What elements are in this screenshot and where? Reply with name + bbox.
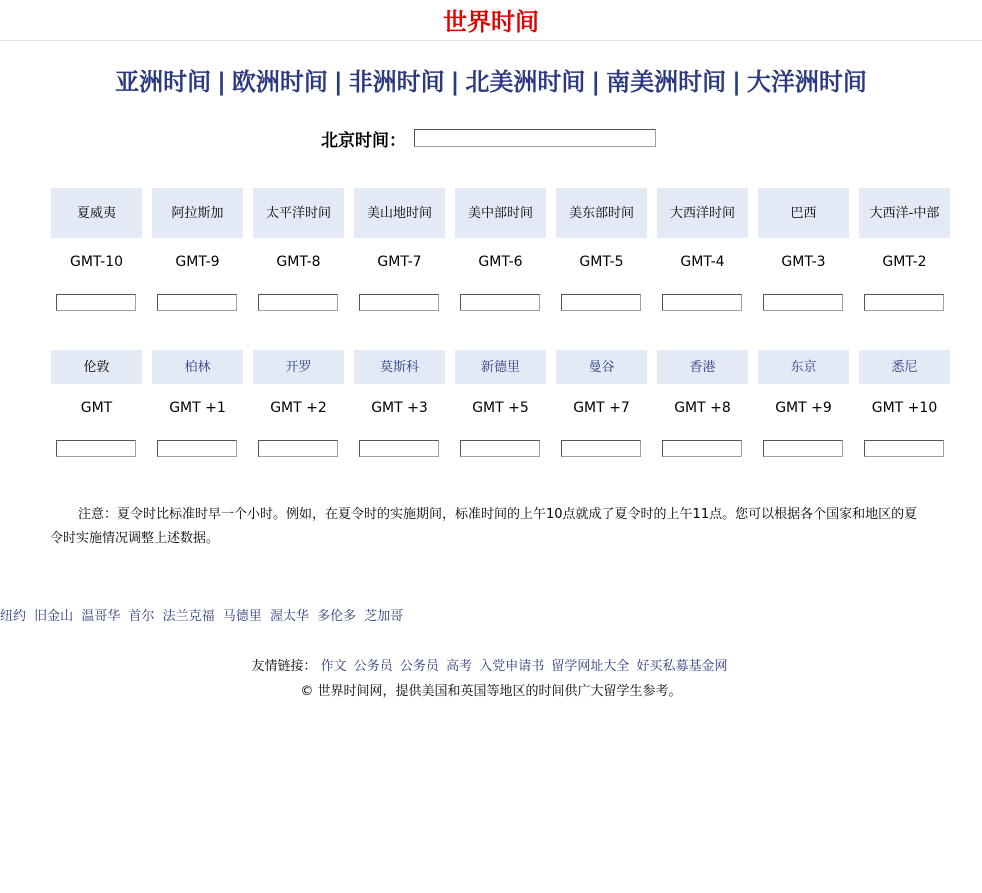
friend-link[interactable]: 好买私募基金网 (636, 659, 728, 674)
zone-time-input[interactable] (460, 440, 540, 457)
city-link[interactable]: 温哥华 (81, 609, 121, 624)
zone-offset: GMT +1 (169, 400, 226, 416)
nav-south-america-link[interactable]: 南美洲时间 (606, 68, 727, 96)
zone-offset: GMT-9 (175, 254, 220, 270)
zone-name: 莫斯科 (354, 350, 445, 384)
friend-link[interactable]: 公务员 (399, 659, 439, 674)
zone-grid-row-2 (51, 350, 951, 465)
zone-offset: GMT-5 (579, 254, 624, 270)
zone-offset: GMT (80, 400, 113, 416)
city-link[interactable]: 芝加哥 (364, 609, 404, 624)
zone-offset: GMT-7 (377, 254, 422, 270)
zone-name: 大西洋时间 (657, 188, 748, 238)
zone-name: 东京 (758, 350, 849, 384)
beijing-time-row (321, 127, 656, 149)
zone-column (152, 188, 243, 270)
zone-offset: GMT-10 (69, 254, 124, 270)
zone-grid-row-1 (51, 188, 951, 318)
zone-column (253, 350, 344, 416)
zone-time-input[interactable] (157, 440, 237, 457)
city-link[interactable]: 法兰克福 (162, 609, 215, 624)
zone-time-input[interactable] (662, 440, 742, 457)
zone-offset: GMT-8 (276, 254, 321, 270)
continent-nav (0, 66, 982, 98)
zone-offset: GMT +3 (371, 400, 428, 416)
zone-time-input[interactable] (763, 440, 843, 457)
city-link[interactable]: 多伦多 (317, 609, 357, 624)
zone-time-input[interactable] (258, 440, 338, 457)
zone-name: 太平洋时间 (253, 188, 344, 238)
zone-name: 阿拉斯加 (152, 188, 243, 238)
beijing-time-label: 北京时间： (321, 130, 406, 151)
zone-column (455, 188, 546, 270)
zone-offset: GMT +9 (775, 400, 832, 416)
city-links (0, 607, 407, 627)
zone-time-input[interactable] (763, 294, 843, 311)
zone-time-input[interactable] (56, 294, 136, 311)
zone-name: 曼谷 (556, 350, 647, 384)
beijing-time-input[interactable] (414, 129, 656, 147)
friend-link[interactable]: 入党申请书 (479, 659, 545, 674)
zone-name: 开罗 (253, 350, 344, 384)
zone-column (152, 350, 243, 416)
zone-time-input[interactable] (561, 440, 641, 457)
zone-time-input[interactable] (561, 294, 641, 311)
zone-time-input[interactable] (56, 440, 136, 457)
nav-africa-link[interactable]: 非洲时间 (348, 68, 445, 96)
nav-north-america-link[interactable]: 北美洲时间 (465, 68, 586, 96)
nav-separator: | (333, 68, 343, 96)
dst-note: 注意：夏令时比标准时早一个小时。例如，在夏令时的实施期间，标准时间的上午10点就成了夏令时的上午11点。您可以根据各个国家和地区的夏令时实施情况调整上述数据。 (50, 507, 918, 546)
nav-separator: | (732, 68, 741, 96)
friend-link[interactable]: 留学网址大全 (551, 659, 630, 674)
nav-oceania-link[interactable]: 大洋洲时间 (746, 68, 867, 96)
zone-offset: GMT +2 (270, 400, 327, 416)
zone-column (455, 350, 546, 416)
zone-time-input[interactable] (864, 294, 944, 311)
zone-offset: GMT +10 (871, 400, 938, 416)
zone-time-input[interactable] (864, 440, 944, 457)
zone-time-input[interactable] (359, 294, 439, 311)
zone-name: 新德里 (455, 350, 546, 384)
zone-column (354, 350, 445, 416)
zone-column (354, 188, 445, 270)
nav-europe-link[interactable]: 欧洲时间 (231, 68, 328, 96)
city-link[interactable]: 旧金山 (34, 609, 74, 624)
zone-time-input[interactable] (662, 294, 742, 311)
zone-offset: GMT-6 (478, 254, 523, 270)
zone-offset: GMT +5 (472, 400, 529, 416)
zone-time-input[interactable] (157, 294, 237, 311)
zone-offset: GMT-4 (680, 254, 725, 270)
nav-asia-link[interactable]: 亚洲时间 (115, 68, 212, 96)
zone-name: 美山地时间 (354, 188, 445, 238)
zone-column (758, 188, 849, 270)
zone-offset: GMT +7 (573, 400, 630, 416)
zone-name: 美中部时间 (455, 188, 546, 238)
title-divider (0, 40, 982, 41)
zone-offset: GMT +8 (674, 400, 731, 416)
friend-link[interactable]: 高考 (446, 659, 473, 674)
city-link[interactable]: 首尔 (128, 609, 155, 624)
zone-column (253, 188, 344, 270)
zone-column (51, 188, 142, 270)
zone-column (556, 350, 647, 416)
friend-links-label: 友情链接： (251, 659, 317, 674)
friend-link[interactable]: 公务员 (353, 659, 393, 674)
zone-column (51, 350, 142, 416)
city-link[interactable]: 纽约 (0, 609, 27, 624)
zone-name: 大西洋-中部 (859, 188, 950, 238)
zone-column (859, 350, 950, 416)
city-link[interactable]: 渥太华 (269, 609, 309, 624)
nav-separator: | (591, 68, 601, 96)
zone-time-input[interactable] (460, 294, 540, 311)
city-link[interactable]: 马德里 (222, 609, 262, 624)
zone-name: 巴西 (758, 188, 849, 238)
zone-name: 夏威夷 (51, 188, 142, 238)
friend-links (0, 657, 982, 677)
zone-offset: GMT-2 (882, 254, 927, 270)
friend-link[interactable]: 作文 (320, 659, 347, 674)
zone-time-input[interactable] (258, 294, 338, 311)
nav-separator: | (217, 68, 226, 96)
zone-column (657, 188, 748, 270)
zone-time-input[interactable] (359, 440, 439, 457)
zone-name: 香港 (657, 350, 748, 384)
site-title: 世界时间 (443, 8, 539, 36)
zone-name: 悉尼 (859, 350, 950, 384)
zone-column (657, 350, 748, 416)
zone-name: 伦敦 (51, 350, 142, 384)
copyright-text: © 世界时间网，提供美国和英国等地区的时间供广大留学生参考。 (300, 684, 682, 699)
zone-offset: GMT-3 (781, 254, 826, 270)
zone-column (758, 350, 849, 416)
zone-name: 美东部时间 (556, 188, 647, 238)
zone-name: 柏林 (152, 350, 243, 384)
zone-column (859, 188, 950, 270)
nav-separator: | (450, 68, 460, 96)
zone-column (556, 188, 647, 270)
